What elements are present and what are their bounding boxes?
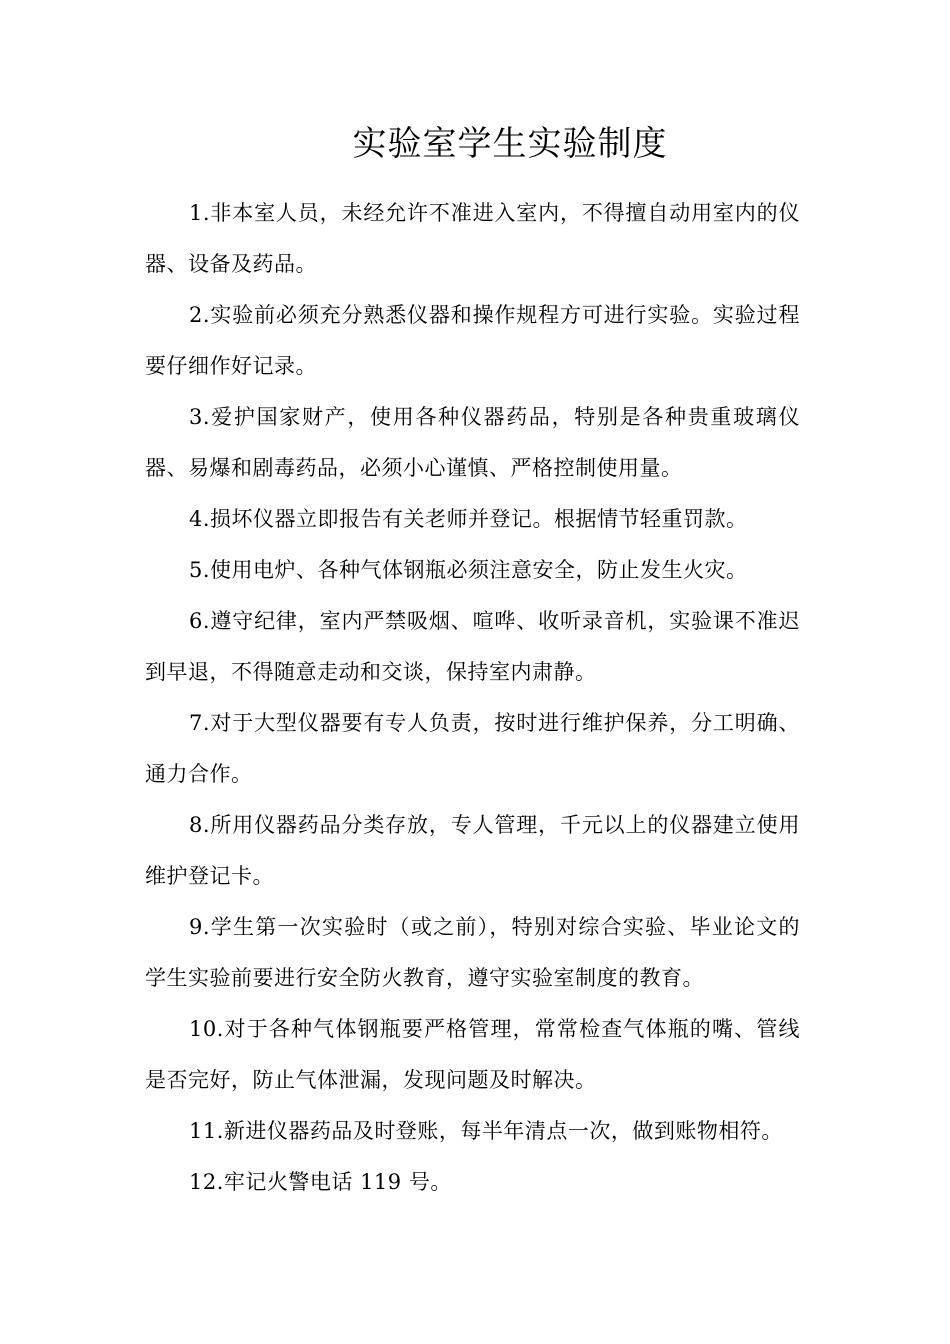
rule-paragraph-12: 12.牢记火警电话 119 号。 bbox=[189, 1170, 452, 1194]
rule-paragraph-3: 3.爱护国家财产，使用各种仪器药品，特别是各种贵重玻璃仪器、易爆和剧毒药品，必须小心谨慎、严格控制使用量。 bbox=[145, 405, 800, 480]
document-title: 实验室学生实验制度 bbox=[352, 124, 668, 164]
rule-paragraph-2: 2.实验前必须充分熟悉仪器和操作规程方可进行实验。实验过程要仔细作好记录。 bbox=[145, 303, 800, 378]
document-body bbox=[145, 188, 800, 1208]
rule-paragraph-5: 5.使用电炉、各种气体钢瓶必须注意安全，防止发生火灾。 bbox=[189, 558, 748, 582]
rule-paragraph-1: 1.非本室人员，未经允许不准进入室内，不得擅自动用室内的仪器、设备及药品。 bbox=[145, 201, 800, 276]
rule-paragraph-6: 6.遵守纪律，室内严禁吸烟、喧哗、收听录音机，实验课不准迟到早退，不得随意走动和交谈，保持室内肃静。 bbox=[145, 609, 800, 684]
rule-paragraph-4: 4.损坏仪器立即报告有关老师并登记。根据情节轻重罚款。 bbox=[189, 507, 748, 531]
rule-paragraph-10: 10.对于各种气体钢瓶要严格管理，常常检查气体瓶的嘴、管线是否完好，防止气体泄漏，发现问题及时解决。 bbox=[145, 1017, 800, 1092]
rule-paragraph-8: 8.所用仪器药品分类存放，专人管理，千元以上的仪器建立使用维护登记卡。 bbox=[145, 813, 800, 888]
rule-paragraph-7: 7.对于大型仪器要有专人负责，按时进行维护保养，分工明确、通力合作。 bbox=[145, 711, 800, 786]
rule-paragraph-11: 11.新进仪器药品及时登账，每半年清点一次，做到账物相符。 bbox=[189, 1119, 783, 1143]
rule-paragraph-9: 9.学生第一次实验时（或之前），特别对综合实验、毕业论文的学生实验前要进行安全防火教育，遵守实验室制度的教育。 bbox=[145, 915, 800, 990]
